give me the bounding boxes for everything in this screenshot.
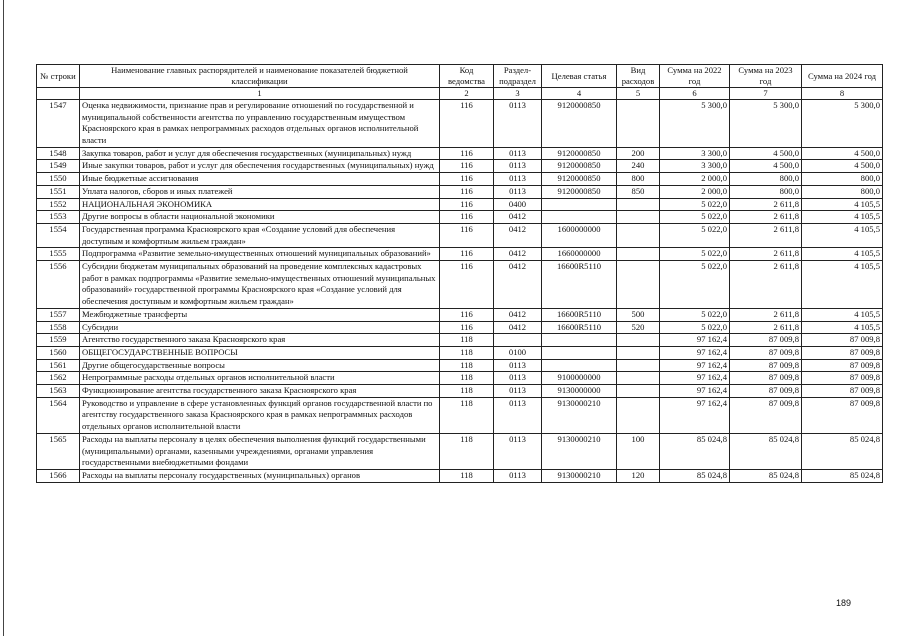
- sum-2023-cell: 2 611,8: [730, 223, 802, 247]
- sum-2022-cell: 85 024,8: [660, 433, 730, 469]
- sum-2022-cell: 5 022,0: [660, 308, 730, 321]
- table-row: [37, 147, 883, 160]
- expense-kind-cell: 850: [617, 185, 660, 198]
- target-article-cell: 9120000850: [542, 99, 617, 147]
- sum-2024-cell: 4 105,5: [802, 248, 883, 261]
- sum-2022-cell: 5 300,0: [660, 99, 730, 147]
- dept-code-cell: 116: [440, 261, 494, 309]
- dept-code-cell: 116: [440, 321, 494, 334]
- target-article-cell: 9120000850: [542, 173, 617, 186]
- sum-2023-cell: 87 009,8: [730, 334, 802, 347]
- row-name-cell: Расходы на выплаты персоналу государственных (муниципальных) органов: [80, 470, 440, 483]
- column-number: [37, 88, 80, 100]
- row-number-cell: 1554: [37, 223, 80, 247]
- expense-kind-cell: [617, 248, 660, 261]
- sum-2022-cell: 97 162,4: [660, 397, 730, 433]
- column-numbering-row: [37, 88, 883, 100]
- header-name: Наименование главных распорядителей и наименование показателей бюджетной классификации: [80, 65, 440, 88]
- section-cell: 0113: [494, 470, 542, 483]
- section-cell: 0100: [494, 346, 542, 359]
- sum-2022-cell: 97 162,4: [660, 359, 730, 372]
- table-row: [37, 248, 883, 261]
- expense-kind-cell: [617, 211, 660, 224]
- dept-code-cell: 116: [440, 185, 494, 198]
- section-cell: 0113: [494, 185, 542, 198]
- dept-code-cell: 118: [440, 372, 494, 385]
- dept-code-cell: 118: [440, 346, 494, 359]
- table-row: [37, 397, 883, 433]
- row-number-cell: 1555: [37, 248, 80, 261]
- sum-2023-cell: 87 009,8: [730, 346, 802, 359]
- row-number-cell: 1552: [37, 198, 80, 211]
- column-number: 3: [494, 88, 542, 100]
- table-row: [37, 308, 883, 321]
- sum-2023-cell: 87 009,8: [730, 359, 802, 372]
- sum-2024-cell: 4 105,5: [802, 261, 883, 309]
- column-number: 2: [440, 88, 494, 100]
- row-number-cell: 1551: [37, 185, 80, 198]
- dept-code-cell: 118: [440, 433, 494, 469]
- sum-2024-cell: 4 105,5: [802, 211, 883, 224]
- table-row: [37, 372, 883, 385]
- target-article-cell: 9130000210: [542, 397, 617, 433]
- table-row: [37, 211, 883, 224]
- section-cell: 0412: [494, 211, 542, 224]
- target-article-cell: [542, 359, 617, 372]
- row-name-cell: Агентство государственного заказа Красноярского края: [80, 334, 440, 347]
- row-name-cell: Оценка недвижимости, признание прав и регулирование отношений по государственной и муниципальной собственности агентства по управлению государственным имуществом Красноярского края в рамках непрограммных расходов отдельных органов исполнительной власти: [80, 99, 440, 147]
- table-row: [37, 99, 883, 147]
- sum-2024-cell: 87 009,8: [802, 397, 883, 433]
- sum-2024-cell: 800,0: [802, 185, 883, 198]
- expense-kind-cell: 240: [617, 160, 660, 173]
- dept-code-cell: 118: [440, 385, 494, 398]
- row-number-cell: 1557: [37, 308, 80, 321]
- table-row: [37, 321, 883, 334]
- sum-2022-cell: 97 162,4: [660, 346, 730, 359]
- expense-kind-cell: [617, 198, 660, 211]
- row-name-cell: Закупка товаров, работ и услуг для обеспечения государственных (муниципальных) нужд: [80, 147, 440, 160]
- sum-2024-cell: 4 105,5: [802, 308, 883, 321]
- expense-kind-cell: 100: [617, 433, 660, 469]
- page-number: 189: [836, 598, 852, 608]
- row-name-cell: Другие вопросы в области национальной экономики: [80, 211, 440, 224]
- expense-kind-cell: [617, 359, 660, 372]
- dept-code-cell: 116: [440, 223, 494, 247]
- sum-2023-cell: 87 009,8: [730, 397, 802, 433]
- expense-kind-cell: 120: [617, 470, 660, 483]
- section-cell: 0400: [494, 198, 542, 211]
- sum-2022-cell: 5 022,0: [660, 223, 730, 247]
- sum-2022-cell: 3 300,0: [660, 147, 730, 160]
- target-article-cell: 16600R5110: [542, 261, 617, 309]
- sum-2023-cell: 87 009,8: [730, 385, 802, 398]
- row-number-cell: 1559: [37, 334, 80, 347]
- header-target-article: Целевая статья: [542, 65, 617, 88]
- column-number: 5: [617, 88, 660, 100]
- sum-2022-cell: 3 300,0: [660, 160, 730, 173]
- table-row: [37, 346, 883, 359]
- sum-2024-cell: 87 009,8: [802, 346, 883, 359]
- sum-2022-cell: 2 000,0: [660, 185, 730, 198]
- sum-2024-cell: 87 009,8: [802, 359, 883, 372]
- section-cell: 0113: [494, 359, 542, 372]
- target-article-cell: [542, 346, 617, 359]
- dept-code-cell: 116: [440, 248, 494, 261]
- section-cell: 0113: [494, 385, 542, 398]
- column-number: 4: [542, 88, 617, 100]
- expense-kind-cell: [617, 223, 660, 247]
- sum-2022-cell: 5 022,0: [660, 261, 730, 309]
- expense-kind-cell: [617, 372, 660, 385]
- sum-2024-cell: 800,0: [802, 173, 883, 186]
- table-row: [37, 334, 883, 347]
- expense-kind-cell: [617, 99, 660, 147]
- dept-code-cell: 118: [440, 359, 494, 372]
- target-article-cell: [542, 198, 617, 211]
- table-row: [37, 359, 883, 372]
- target-article-cell: 9130000000: [542, 385, 617, 398]
- expense-kind-cell: 800: [617, 173, 660, 186]
- sum-2022-cell: 2 000,0: [660, 173, 730, 186]
- target-article-cell: 1660000000: [542, 248, 617, 261]
- header-expense-kind: Вид расходов: [617, 65, 660, 88]
- sum-2023-cell: 2 611,8: [730, 198, 802, 211]
- target-article-cell: 9100000000: [542, 372, 617, 385]
- column-number: 7: [730, 88, 802, 100]
- header-sum-2022: Сумма на 2022 год: [660, 65, 730, 88]
- column-number: 8: [802, 88, 883, 100]
- row-name-cell: НАЦИОНАЛЬНАЯ ЭКОНОМИКА: [80, 198, 440, 211]
- expense-kind-cell: 500: [617, 308, 660, 321]
- dept-code-cell: 118: [440, 397, 494, 433]
- row-number-cell: 1566: [37, 470, 80, 483]
- row-number-cell: 1562: [37, 372, 80, 385]
- row-number-cell: 1558: [37, 321, 80, 334]
- row-number-cell: 1560: [37, 346, 80, 359]
- dept-code-cell: 116: [440, 173, 494, 186]
- table-row: [37, 173, 883, 186]
- expense-kind-cell: [617, 334, 660, 347]
- row-name-cell: Государственная программа Красноярского края «Создание условий для обеспечения доступным и комфортным жильем граждан»: [80, 223, 440, 247]
- row-number-cell: 1548: [37, 147, 80, 160]
- sum-2022-cell: 97 162,4: [660, 334, 730, 347]
- sum-2023-cell: 2 611,8: [730, 321, 802, 334]
- sum-2022-cell: 97 162,4: [660, 372, 730, 385]
- sum-2024-cell: 87 009,8: [802, 385, 883, 398]
- row-name-cell: Субсидии бюджетам муниципальных образований на проведение комплексных кадастровых работ в рамках подпрограммы «Развитие земельно-имущественных отношений муниципальных образований» государственной программы Красноярского края «Создание условий для обеспечения доступным и комфортным жильем граждан»: [80, 261, 440, 309]
- sum-2023-cell: 85 024,8: [730, 470, 802, 483]
- table-row: [37, 223, 883, 247]
- dept-code-cell: 118: [440, 470, 494, 483]
- table-row: [37, 160, 883, 173]
- target-article-cell: 9120000850: [542, 147, 617, 160]
- section-cell: 0412: [494, 223, 542, 247]
- column-number: 6: [660, 88, 730, 100]
- sum-2024-cell: 4 105,5: [802, 198, 883, 211]
- expense-kind-cell: [617, 261, 660, 309]
- sum-2022-cell: 97 162,4: [660, 385, 730, 398]
- dept-code-cell: 116: [440, 198, 494, 211]
- row-number-cell: 1553: [37, 211, 80, 224]
- sum-2023-cell: 85 024,8: [730, 433, 802, 469]
- dept-code-cell: 116: [440, 147, 494, 160]
- row-number-cell: 1561: [37, 359, 80, 372]
- row-name-cell: Межбюджетные трансферты: [80, 308, 440, 321]
- dept-code-cell: 118: [440, 334, 494, 347]
- sum-2022-cell: 5 022,0: [660, 248, 730, 261]
- section-cell: [494, 334, 542, 347]
- section-cell: 0113: [494, 397, 542, 433]
- expense-kind-cell: [617, 397, 660, 433]
- table-header: [37, 65, 883, 100]
- sum-2024-cell: 5 300,0: [802, 99, 883, 147]
- sum-2024-cell: 4 500,0: [802, 160, 883, 173]
- section-cell: 0113: [494, 173, 542, 186]
- sum-2023-cell: 2 611,8: [730, 211, 802, 224]
- section-cell: 0113: [494, 160, 542, 173]
- row-name-cell: Непрограммные расходы отдельных органов исполнительной власти: [80, 372, 440, 385]
- dept-code-cell: 116: [440, 211, 494, 224]
- table-row: [37, 385, 883, 398]
- row-number-cell: 1564: [37, 397, 80, 433]
- target-article-cell: 16600R5110: [542, 321, 617, 334]
- sum-2023-cell: 2 611,8: [730, 248, 802, 261]
- row-number-cell: 1565: [37, 433, 80, 469]
- sum-2022-cell: 85 024,8: [660, 470, 730, 483]
- target-article-cell: [542, 334, 617, 347]
- sum-2023-cell: 5 300,0: [730, 99, 802, 147]
- section-cell: 0113: [494, 99, 542, 147]
- table-row: [37, 261, 883, 309]
- target-article-cell: 9120000850: [542, 160, 617, 173]
- row-name-cell: Субсидии: [80, 321, 440, 334]
- table-body: [37, 99, 883, 482]
- column-number: 1: [80, 88, 440, 100]
- dept-code-cell: 116: [440, 160, 494, 173]
- section-cell: 0412: [494, 248, 542, 261]
- sum-2024-cell: 85 024,8: [802, 470, 883, 483]
- row-number-cell: 1563: [37, 385, 80, 398]
- row-name-cell: Уплата налогов, сборов и иных платежей: [80, 185, 440, 198]
- sum-2023-cell: 2 611,8: [730, 261, 802, 309]
- expense-kind-cell: 520: [617, 321, 660, 334]
- expense-kind-cell: [617, 346, 660, 359]
- header-sum-2024: Сумма на 2024 год: [802, 65, 883, 88]
- sum-2024-cell: 4 105,5: [802, 321, 883, 334]
- target-article-cell: 9130000210: [542, 470, 617, 483]
- dept-code-cell: 116: [440, 99, 494, 147]
- budget-table: [36, 64, 883, 483]
- sum-2023-cell: 800,0: [730, 185, 802, 198]
- sum-2023-cell: 87 009,8: [730, 372, 802, 385]
- sum-2022-cell: 5 022,0: [660, 198, 730, 211]
- target-article-cell: 1600000000: [542, 223, 617, 247]
- table-row: [37, 198, 883, 211]
- sum-2023-cell: 2 611,8: [730, 308, 802, 321]
- expense-kind-cell: 200: [617, 147, 660, 160]
- target-article-cell: [542, 211, 617, 224]
- sum-2024-cell: 87 009,8: [802, 334, 883, 347]
- sum-2023-cell: 4 500,0: [730, 147, 802, 160]
- sum-2023-cell: 800,0: [730, 173, 802, 186]
- table-row: [37, 470, 883, 483]
- row-name-cell: Иные бюджетные ассигнования: [80, 173, 440, 186]
- row-number-cell: 1549: [37, 160, 80, 173]
- row-number-cell: 1556: [37, 261, 80, 309]
- sum-2024-cell: 4 105,5: [802, 223, 883, 247]
- row-name-cell: Подпрограмма «Развитие земельно-имущественных отношений муниципальных образований»: [80, 248, 440, 261]
- row-name-cell: Руководство и управление в сфере установленных функций органов государственной власти по агентству государственного заказа Красноярского края в рамках непрограммных расходов отдельных органов исполнительной власти: [80, 397, 440, 433]
- header-sum-2023: Сумма на 2023 год: [730, 65, 802, 88]
- dept-code-cell: 116: [440, 308, 494, 321]
- section-cell: 0113: [494, 372, 542, 385]
- target-article-cell: 9130000210: [542, 433, 617, 469]
- expense-kind-cell: [617, 385, 660, 398]
- row-name-cell: Функционирование агентства государственного заказа Красноярского края: [80, 385, 440, 398]
- sum-2024-cell: 87 009,8: [802, 372, 883, 385]
- sum-2022-cell: 5 022,0: [660, 211, 730, 224]
- section-cell: 0113: [494, 433, 542, 469]
- scan-edge-line: [3, 0, 4, 636]
- section-cell: 0412: [494, 321, 542, 334]
- target-article-cell: 16600R5110: [542, 308, 617, 321]
- table-row: [37, 185, 883, 198]
- section-cell: 0412: [494, 308, 542, 321]
- sum-2024-cell: 4 500,0: [802, 147, 883, 160]
- table-row: [37, 433, 883, 469]
- row-name-cell: ОБЩЕГОСУДАРСТВЕННЫЕ ВОПРОСЫ: [80, 346, 440, 359]
- header-row-number: № строки: [37, 65, 80, 88]
- sum-2022-cell: 5 022,0: [660, 321, 730, 334]
- target-article-cell: 9120000850: [542, 185, 617, 198]
- row-number-cell: 1547: [37, 99, 80, 147]
- row-number-cell: 1550: [37, 173, 80, 186]
- row-name-cell: Расходы на выплаты персоналу в целях обеспечения выполнения функций государственными (муниципальными) органами, казенными учреждениями, органами управления государственными внебюджетными фондами: [80, 433, 440, 469]
- row-name-cell: Другие общегосударственные вопросы: [80, 359, 440, 372]
- header-dept-code: Код ведомства: [440, 65, 494, 88]
- section-cell: 0412: [494, 261, 542, 309]
- row-name-cell: Иные закупки товаров, работ и услуг для обеспечения государственных (муниципальных) нужд: [80, 160, 440, 173]
- sum-2024-cell: 85 024,8: [802, 433, 883, 469]
- section-cell: 0113: [494, 147, 542, 160]
- sum-2023-cell: 4 500,0: [730, 160, 802, 173]
- header-section: Раздел-подраздел: [494, 65, 542, 88]
